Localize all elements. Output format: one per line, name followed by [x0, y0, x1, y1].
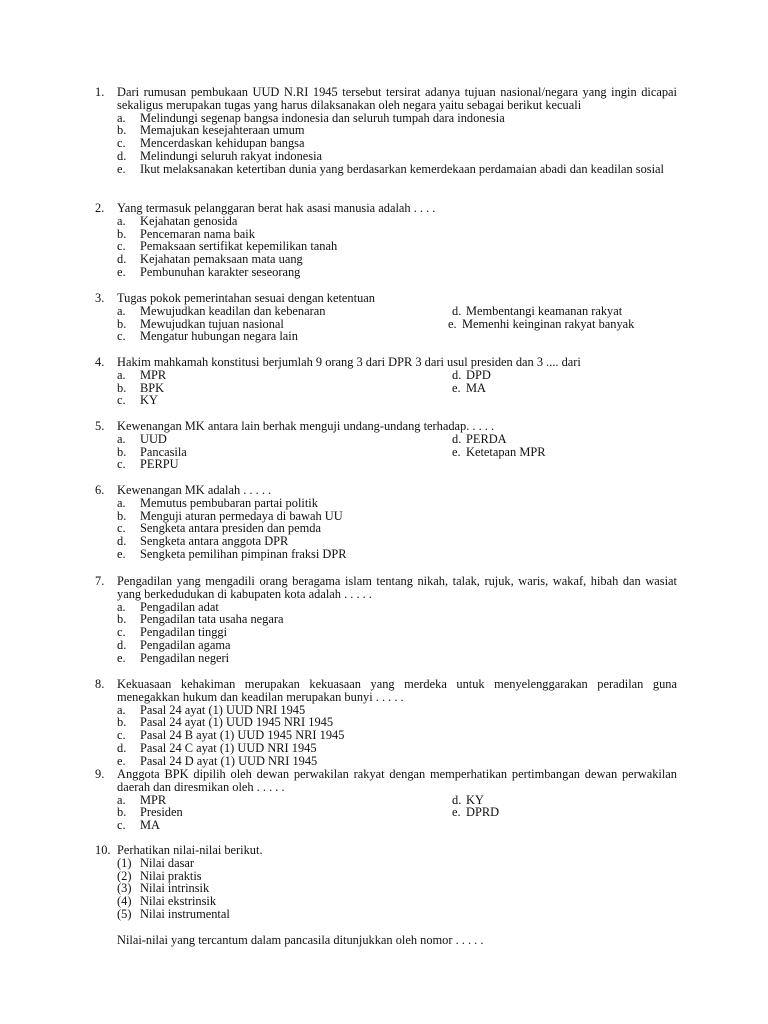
- option-letter: c.: [117, 393, 126, 408]
- option-letter: d.: [117, 252, 127, 267]
- statement-text: Nilai ekstrinsik: [140, 894, 217, 909]
- option-letter: b.: [117, 226, 127, 241]
- option-c: [117, 458, 452, 471]
- option-e: [452, 382, 677, 395]
- option-a: [117, 497, 677, 510]
- option-text: MA: [140, 818, 160, 833]
- option-text: Pengadilan adat: [140, 599, 219, 614]
- option-text: Pemaksaan sertifikat kepemilikan tanah: [140, 239, 338, 254]
- question-6: [95, 484, 677, 561]
- option-text: Pembunuhan karakter seseorang: [140, 264, 301, 279]
- option-text: Pasal 24 C ayat (1) UUD NRI 1945: [140, 740, 317, 755]
- option-d: [117, 639, 677, 652]
- option-letter: c.: [117, 818, 126, 833]
- option-letter: e.: [452, 805, 461, 820]
- option-letter: a.: [117, 367, 126, 382]
- option-e: [117, 652, 677, 665]
- option-a: [117, 305, 452, 318]
- question-number: 1.: [95, 85, 105, 99]
- question-text: Kewenangan MK antara lain berhak menguji undang-undang terhadap. . . . .: [117, 419, 495, 433]
- statement-text: Nilai praktis: [140, 868, 202, 883]
- option-letter: c.: [117, 136, 126, 151]
- option-letter: e.: [452, 380, 461, 395]
- option-text: MA: [466, 380, 486, 395]
- option-text: Mewujudkan keadilan dan kebenaran: [140, 303, 326, 318]
- options-left-column: [117, 433, 452, 471]
- option-letter: c.: [117, 625, 126, 640]
- option-text: Memutus pembubaran partai politik: [140, 495, 318, 510]
- option-letter: b.: [117, 444, 127, 459]
- question-text: Tugas pokok pemerintahan sesuai dengan ketentuan: [117, 291, 375, 305]
- option-text: Mengatur hubungan negara lain: [140, 329, 298, 344]
- question-5: [95, 420, 677, 471]
- option-letter: e.: [452, 444, 461, 459]
- option-a: [117, 215, 677, 228]
- question-number: 2.: [95, 201, 105, 215]
- question-7: [95, 575, 677, 665]
- options-two-column: [117, 794, 677, 832]
- statement-number: (1): [117, 855, 132, 870]
- option-e: [117, 266, 677, 279]
- question-number: 3.: [95, 291, 105, 305]
- option-e: [117, 163, 677, 176]
- option-letter: c.: [117, 239, 126, 254]
- option-text: Sengketa pemilihan pimpinan fraksi DPR: [140, 546, 347, 561]
- options-two-column: [117, 369, 677, 407]
- options-right-column: [452, 433, 677, 471]
- option-text: Pencemaran nama baik: [140, 226, 255, 241]
- option-e: [117, 548, 677, 561]
- option-text: Pasal 24 D ayat (1) UUD NRI 1945: [140, 753, 318, 768]
- option-letter: b.: [117, 380, 127, 395]
- option-letter: e.: [117, 264, 126, 279]
- statement-text: Nilai dasar: [140, 855, 195, 870]
- option-text: Mencerdaskan kehidupan bangsa: [140, 136, 305, 151]
- options-two-column: [117, 433, 677, 471]
- option-text: MPR: [140, 367, 167, 382]
- option-c: [117, 330, 452, 343]
- option-text: Sengketa antara anggota DPR: [140, 534, 289, 549]
- option-letter: a.: [117, 702, 126, 717]
- question-number: 8.: [95, 677, 105, 691]
- option-d: [452, 305, 677, 318]
- option-letter: b.: [117, 715, 127, 730]
- option-e: [448, 318, 677, 331]
- option-letter: b.: [117, 508, 127, 523]
- option-letter: b.: [117, 316, 127, 331]
- option-text: Melindungi segenap bangsa indonesia dan seluruh tumpah dara indonesia: [140, 110, 505, 125]
- option-b: [117, 806, 452, 819]
- option-e: [452, 446, 677, 459]
- options-right-column: [448, 303, 677, 343]
- option-text: PERDA: [466, 431, 507, 446]
- option-d: [452, 433, 677, 446]
- option-text: Menguji aturan permedaya di bawah UU: [140, 508, 343, 523]
- question-text: Anggota BPK dipilih oleh dewan perwakilan rakyat dengan memperhatikan pertimbangan dewan perwakilan daerah dan diresmikan oleh . . . . .: [117, 767, 677, 794]
- statement-text: Nilai intrinsik: [140, 881, 210, 896]
- option-letter: d.: [452, 431, 462, 446]
- option-a: [117, 369, 452, 382]
- option-text: Pancasila: [140, 444, 187, 459]
- option-letter: c.: [117, 728, 126, 743]
- option-letter: d.: [452, 303, 462, 318]
- statement-number: (2): [117, 868, 132, 883]
- option-d: [117, 742, 677, 755]
- question-number: 5.: [95, 419, 105, 433]
- option-e: [452, 806, 677, 819]
- statement-number: (3): [117, 881, 132, 896]
- option-text: MPR: [140, 792, 167, 807]
- option-text: Melindungi seluruh rakyat indonesia: [140, 148, 323, 163]
- option-letter: d.: [452, 792, 462, 807]
- option-d: [452, 369, 677, 382]
- question-number: 6.: [95, 483, 105, 497]
- option-text: Pasal 24 ayat (1) UUD NRI 1945: [140, 702, 306, 717]
- option-text: Memajukan kesejahteraan umum: [140, 123, 305, 138]
- option-text: DPRD: [466, 805, 500, 820]
- option-text: Pengadilan agama: [140, 637, 231, 652]
- question-text: Perhatikan nilai-nilai berikut.: [117, 843, 263, 857]
- option-a: [117, 433, 452, 446]
- option-letter: a.: [117, 599, 126, 614]
- options-right-column: [452, 794, 677, 832]
- option-letter: a.: [117, 303, 126, 318]
- option-text: Sengketa antara presiden dan pemda: [140, 521, 321, 536]
- option-text: PERPU: [140, 457, 179, 472]
- statement-number: (5): [117, 906, 132, 921]
- followup-text: Nilai-nilai yang tercantum dalam pancasila ditunjukkan oleh nomor . . . . .: [117, 932, 484, 947]
- option-letter: e.: [448, 316, 457, 331]
- option-letter: d.: [117, 637, 127, 652]
- options-two-column: [117, 305, 677, 343]
- option-text: Ketetapan MPR: [466, 444, 546, 459]
- question-number: 7.: [95, 574, 105, 588]
- option-text: KY: [140, 393, 158, 408]
- option-letter: d.: [117, 534, 127, 549]
- option-text: DPD: [466, 367, 491, 382]
- question-text: Yang termasuk pelanggaran berat hak asasi manusia adalah . . . .: [117, 201, 436, 215]
- option-letter: e.: [117, 161, 126, 176]
- options-left-column: [117, 369, 452, 407]
- option-letter: a.: [117, 792, 126, 807]
- options-left-column: [117, 794, 452, 832]
- option-letter: e.: [117, 650, 126, 665]
- option-letter: a.: [117, 213, 126, 228]
- option-letter: a.: [117, 431, 126, 446]
- options-left-column: [117, 305, 452, 343]
- question-number: 10.: [95, 843, 111, 857]
- question-number: 4.: [95, 355, 105, 369]
- option-letter: a.: [117, 110, 126, 125]
- question-number: 9.: [95, 767, 105, 781]
- option-text: Pengadilan negeri: [140, 650, 230, 665]
- option-letter: d.: [117, 148, 127, 163]
- option-b: [117, 382, 452, 395]
- option-text: Kejahatan pemaksaan mata uang: [140, 252, 303, 267]
- option-text: KY: [466, 792, 484, 807]
- option-text: Presiden: [140, 805, 183, 820]
- option-text: Pasal 24 ayat (1) UUD 1945 NRI 1945: [140, 715, 334, 730]
- option-c: [117, 819, 452, 832]
- question-10-followup: [117, 934, 677, 947]
- question-text: Dari rumusan pembukaan UUD N.RI 1945 tersebut tersirat adanya tujuan nasional/negara yang ingin dicapai sekaligus merupakan tugas yang harus dilaksanakan oleh negara yaitu sebagai berikut kecuali: [117, 85, 677, 112]
- question-4: [95, 356, 677, 407]
- option-text: UUD: [140, 431, 167, 446]
- option-letter: e.: [117, 546, 126, 561]
- question-text: Pengadilan yang mengadili orang beragama islam tentang nikah, talak, rujuk, waris, wakaf, hibah dan wasiat yang berkedudukan di kabupaten kota adalah . . . . .: [117, 574, 677, 601]
- option-letter: d.: [452, 367, 462, 382]
- option-text: Pengadilan tinggi: [140, 625, 228, 640]
- option-letter: b.: [117, 612, 127, 627]
- statement-text: Nilai instrumental: [140, 906, 230, 921]
- statement-1: [117, 857, 677, 870]
- option-text: Ikut melaksanakan ketertiban dunia yang berdasarkan kemerdekaan perdamaian abadi dan keadilan sosial: [140, 161, 664, 176]
- option-text: Kejahatan genosida: [140, 213, 238, 228]
- option-letter: c.: [117, 329, 126, 344]
- option-letter: d.: [117, 740, 127, 755]
- statement-number: (4): [117, 894, 132, 909]
- question-text: Kekuasaan kehakiman merupakan kekuasaan yang merdeka untuk menyelenggarakan peradilan guna menegakkan hukum dan keadilan merupakan bunyi . . . . .: [117, 677, 677, 704]
- question-8: [95, 678, 677, 768]
- option-text: Membentangi keamanan rakyat: [466, 303, 623, 318]
- option-e: [117, 755, 677, 768]
- option-text: Mewujudkan tujuan nasional: [140, 316, 284, 331]
- option-letter: e.: [117, 753, 126, 768]
- option-letter: b.: [117, 805, 127, 820]
- option-text: Memenhi keinginan rakyat banyak: [462, 316, 635, 331]
- question-10: [95, 844, 677, 946]
- option-text: BPK: [140, 380, 165, 395]
- statement-5: [117, 908, 677, 921]
- question-text: Kewenangan MK adalah . . . . .: [117, 483, 272, 497]
- option-c: [117, 394, 452, 407]
- option-d: [117, 150, 677, 163]
- question-3: [95, 292, 677, 343]
- question-2: [95, 202, 677, 279]
- option-text: Pengadilan tata usaha negara: [140, 612, 284, 627]
- option-letter: a.: [117, 495, 126, 510]
- question-text: Hakim mahkamah konstitusi berjumlah 9 orang 3 dari DPR 3 dari usul presiden dan 3 .... dari: [117, 355, 581, 369]
- question-1: [95, 86, 677, 176]
- option-letter: c.: [117, 457, 126, 472]
- question-9: [95, 768, 677, 832]
- options-right-column: [452, 369, 677, 407]
- option-letter: b.: [117, 123, 127, 138]
- option-text: Pasal 24 B ayat (1) UUD 1945 NRI 1945: [140, 728, 345, 743]
- option-letter: c.: [117, 521, 126, 536]
